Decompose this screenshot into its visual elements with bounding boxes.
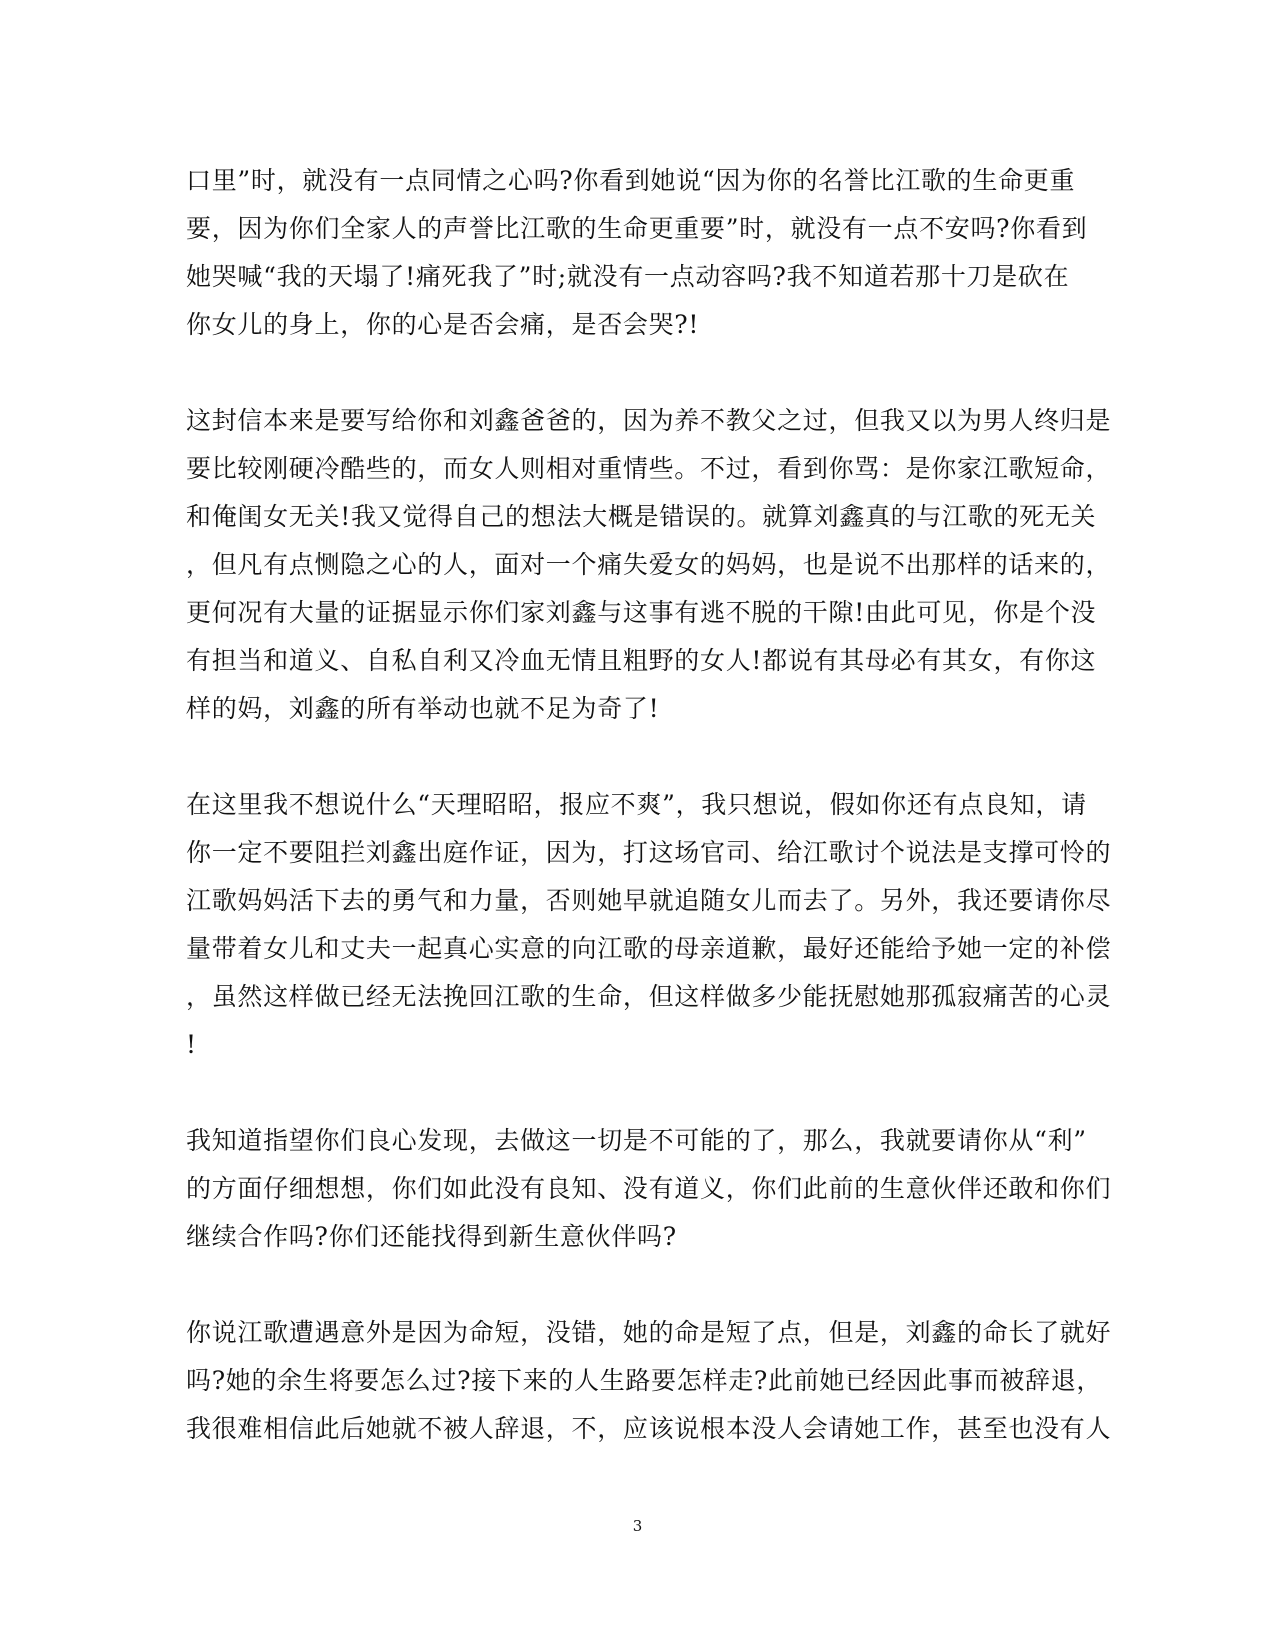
text-line: 要比较刚硬冷酷些的，而女人则相对重情些。不过，看到你骂：是你家江歌短命， (186, 454, 1112, 483)
text-line: 这封信本来是要写给你和刘鑫爸爸的，因为养不教父之过，但我又以为男人终归是 (186, 406, 1112, 435)
text-line: 在这里我不想说什么“天理昭昭，报应不爽”，我只想说，假如你还有点良知，请 (186, 790, 1087, 819)
text-line: ! (186, 1030, 197, 1059)
paragraph-5 (186, 1309, 1112, 1453)
paragraph-2 (186, 397, 1112, 733)
text-line: 你女儿的身上，你的心是否会痛，是否会哭?! (186, 310, 700, 339)
text-line: 更何况有大量的证据显示你们家刘鑫与这事有逃不脱的干隙!由此可见，你是个没 (186, 598, 1097, 627)
text-line: 我知道指望你们良心发现，去做这一切是不可能的了，那么，我就要请你从“利” (186, 1126, 1087, 1155)
text-line: 的方面仔细想想，你们如此没有良知、没有道义，你们此前的生意伙伴还敢和你们 (186, 1174, 1112, 1203)
page-number: 3 (632, 1517, 643, 1535)
text-line: 江歌妈妈活下去的勇气和力量，否则她早就追随女儿而去了。另外，我还要请你尽 (186, 886, 1112, 915)
text-line: 量带着女儿和丈夫一起真心实意的向江歌的母亲道歉，最好还能给予她一定的补偿 (186, 934, 1112, 963)
text-line: 和俺闺女无关!我又觉得自己的想法大概是错误的。就算刘鑫真的与江歌的死无关 (186, 502, 1097, 531)
text-line: 她哭喊“我的天塌了!痛死我了”时;就没有一点动容吗?我不知道若那十刀是砍在 (186, 262, 1070, 291)
text-line: 我很难相信此后她就不被人辞退，不，应该说根本没人会请她工作，甚至也没有人 (186, 1414, 1112, 1443)
text-line: 你说江歌遭遇意外是因为命短，没错，她的命是短了点，但是，刘鑫的命长了就好 (186, 1318, 1112, 1347)
text-line: ，虽然这样做已经无法挽回江歌的生命，但这样做多少能抚慰她那孤寂痛苦的心灵 (186, 982, 1112, 1011)
text-line: 有担当和道义、自私自利又冷血无情且粗野的女人!都说有其母必有其女，有你这 (186, 646, 1097, 675)
body-text (186, 157, 1112, 1501)
text-line: 你一定不要阻拦刘鑫出庭作证，因为，打这场官司、给江歌讨个说法是支撑可怜的 (186, 838, 1112, 867)
text-line: 口里”时，就没有一点同情之心吗?你看到她说“因为你的名誉比江歌的生命更重 (186, 166, 1076, 195)
text-line: 要，因为你们全家人的声誉比江歌的生命更重要”时，就没有一点不安吗?你看到 (186, 214, 1088, 243)
text-line: ，但凡有点恻隐之心的人，面对一个痛失爱女的妈妈，也是说不出那样的话来的， (186, 550, 1112, 579)
text-line: 继续合作吗?你们还能找得到新生意伙伴吗? (186, 1222, 677, 1251)
paragraph-3 (186, 781, 1112, 1069)
text-line: 吗?她的余生将要怎么过?接下来的人生路要怎样走?此前她已经因此事而被辞退， (186, 1366, 1103, 1395)
paragraph-4 (186, 1117, 1112, 1261)
text-line: 样的妈，刘鑫的所有举动也就不足为奇了! (186, 694, 660, 723)
paragraph-1 (186, 157, 1086, 349)
